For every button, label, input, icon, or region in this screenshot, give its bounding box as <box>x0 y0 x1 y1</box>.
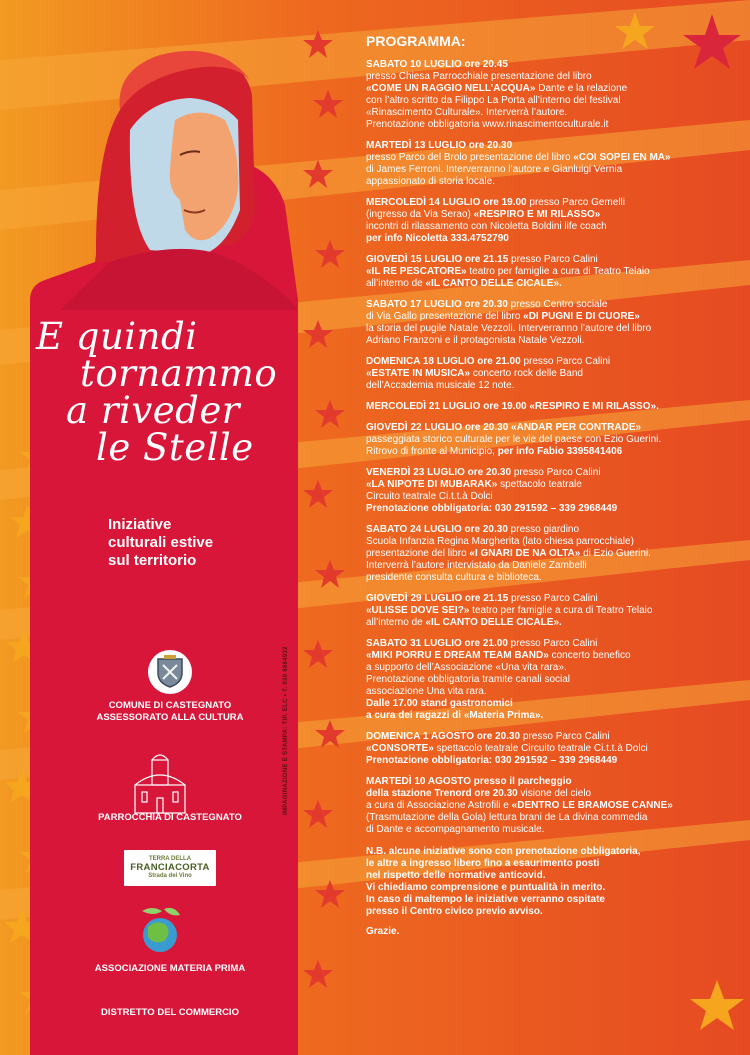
event-text: all’interno de <box>366 617 426 628</box>
event-text: a cura di Associazione Astrofili e <box>366 800 512 811</box>
event-line <box>366 422 736 434</box>
event-text-bold: «IL RE PESCATORE» <box>366 266 467 277</box>
event-item <box>366 254 736 290</box>
event-text: presso Parco Calini <box>520 731 610 742</box>
event-text-bold: «DENTRO LE BRAMOSE CANNE» <box>511 800 673 811</box>
distretto-logo-block <box>60 1007 280 1019</box>
event-line <box>366 380 736 392</box>
distretto-caption: DISTRETTO DEL COMMERCIO <box>101 1007 239 1018</box>
event-text: Circuito teatrale Ci.t.t.à Dolci <box>366 491 493 502</box>
event-line <box>366 266 736 278</box>
title-line: E quindi <box>36 315 198 358</box>
franciacorta-bottom: Strada del Vino <box>148 873 192 879</box>
event-text: la storia del pugile Natale Vezzoli. Interverranno l’autore del libro <box>366 323 652 334</box>
event-line <box>366 503 736 515</box>
event-text: presso Parco Gemelli <box>526 197 625 208</box>
event-text: presso Chiesa Parrocchiale presentazione del libro <box>366 71 592 82</box>
event-line <box>366 524 736 536</box>
event-text-bold: «ULISSE DOVE SEI?» <box>366 605 470 616</box>
event-text: incontri di rilassamento con Nicoletta Boldini life coach <box>366 221 607 232</box>
comune-logo-block <box>60 650 280 724</box>
event-line <box>366 467 736 479</box>
event-text: presso Centro sociale <box>507 299 608 310</box>
franciacorta-logo-block <box>60 850 280 886</box>
event-line <box>366 548 736 560</box>
event-text: Prenotazione obbligatoria tramite canali social <box>366 674 571 685</box>
event-line <box>366 731 736 743</box>
parrocchia-caption: PARROCCHIA DI CASTEGNATO <box>98 812 242 823</box>
event-line <box>366 446 736 458</box>
event-line <box>366 572 736 584</box>
subtitle-line: culturali estive <box>108 534 214 551</box>
comune-seal-icon <box>148 650 192 694</box>
note-line: le altre a ingresso libero fino a esaurimento posti <box>366 858 600 869</box>
franciacorta-main: FRANCIACORTA <box>130 862 210 873</box>
materia-prima-logo-block <box>60 963 280 975</box>
event-line <box>366 335 736 347</box>
event-line <box>366 152 736 164</box>
event-text-bold: «DI PUGNI E DI CUORE» <box>523 311 640 322</box>
event-text: spettacolo teatrale <box>497 479 582 490</box>
event-line <box>366 197 736 209</box>
event-text-bold: «COI SOPEI EN MA» <box>573 152 671 163</box>
event-text: teatro per famiglie a cura di Teatro Telaio <box>466 266 650 277</box>
event-text: di James Ferroni. Interverranno l’autore e Gianluigi Vernia <box>366 164 623 175</box>
event-line <box>366 650 736 662</box>
event-text-bold: GIOVEDÌ 29 LUGLIO ore 21.15 <box>366 593 509 604</box>
event-text: Interverrà l’autore intervistato da Daniele Zambelli <box>366 560 587 571</box>
event-line <box>366 311 736 323</box>
event-line <box>366 479 736 491</box>
programma-section <box>366 33 736 938</box>
event-text-bold: MARTEDÌ 10 AGOSTO presso il parcheggio <box>366 776 572 787</box>
event-line <box>366 299 736 311</box>
event-line <box>366 536 736 548</box>
event-line <box>366 107 736 119</box>
event-text-bold: SABATO 31 LUGLIO ore 21.00 <box>366 638 508 649</box>
poster-subtitle <box>108 516 298 570</box>
event-text: «Rinascimento Culturale». Interverrà l’autore. <box>366 107 568 118</box>
event-text-bold: Prenotazione obbligatoria: 030 291592 – 339 2968449 <box>366 503 618 514</box>
event-text-bold: a cura dei ragazzi di «Materia Prima». <box>366 710 544 721</box>
event-text: presso Parco Calini <box>508 593 598 604</box>
event-line <box>366 491 736 503</box>
event-text: con l’altro scritto da Filippo La Porta all’interno del festival <box>366 95 621 106</box>
event-text-bold: «RESPIRO E MI RILASSO» <box>473 209 601 220</box>
event-item <box>366 731 736 767</box>
event-text: (ingresso da Via Serao) <box>366 209 474 220</box>
note-line: presso il Centro civico previo avviso. <box>366 906 543 917</box>
event-text: appassionato di storia locale. <box>366 176 495 187</box>
event-item <box>366 593 736 629</box>
event-item <box>366 401 736 413</box>
event-text-bold: MERCOLEDÌ 14 LUGLIO ore 19.00 <box>366 197 527 208</box>
event-line <box>366 638 736 650</box>
title-line: a riveder <box>66 389 240 432</box>
event-text-bold: «COME UN RAGGIO NELL’ACQUA» <box>366 83 536 94</box>
event-item <box>366 356 736 392</box>
parrocchia-logo-block <box>60 812 280 824</box>
event-line <box>366 401 736 413</box>
event-line <box>366 674 736 686</box>
event-text: presso Parco Calini <box>511 467 601 478</box>
subtitle-line: Iniziative <box>108 516 172 533</box>
event-item <box>366 638 736 722</box>
event-item <box>366 422 736 458</box>
event-line <box>366 164 736 176</box>
event-text-bold: «ESTATE IN MUSICA» <box>366 368 471 379</box>
subtitle-line: sul territorio <box>108 552 197 569</box>
event-line <box>366 560 736 572</box>
event-text: dell’Accademia musicale 12 note. <box>366 380 515 391</box>
event-text: associazione Una vita rara. <box>366 686 487 697</box>
event-text-bold: Prenotazione obbligatoria: 030 291592 – 339 2968449 <box>366 755 618 766</box>
event-line <box>366 356 736 368</box>
event-line <box>366 140 736 152</box>
event-line <box>366 800 736 812</box>
event-text: concerto benefico <box>548 650 631 661</box>
event-text: spettacolo teatrale Circuito teatrale Ci.t.t.à Dolci <box>433 743 648 754</box>
event-line <box>366 221 736 233</box>
note-line: nel rispetto delle normative anticovid. <box>366 870 546 881</box>
event-text: teatro per famiglie a cura di Teatro Telaio <box>469 605 653 616</box>
event-text-bold: MARTEDÌ 13 LUGLIO ore 20.30 <box>366 140 513 151</box>
event-item <box>366 197 736 245</box>
event-text: Prenotazione obbligatoria www.rinascimentoculturale.it <box>366 119 609 130</box>
event-line <box>366 434 736 446</box>
event-text: Dante e la relazione <box>535 83 628 94</box>
event-text-bold: GIOVEDÌ 15 LUGLIO ore 21.15 <box>366 254 509 265</box>
print-credit: IMPAGINAZIONE E STAMPA: TIP. ELC • T. 030 6864932 <box>283 646 289 815</box>
event-text: presentazione del libro <box>366 548 470 559</box>
event-text-bold: SABATO 24 LUGLIO ore 20.30 <box>366 524 508 535</box>
event-text: Ritrovo di fronte al Municipio, <box>366 446 498 457</box>
event-text: Adriano Franzoni e il protagonista Natale Vezzoli. <box>366 335 585 346</box>
event-line <box>366 710 736 722</box>
event-item <box>366 59 736 131</box>
note-line: N.B. alcune iniziative sono con prenotazione obbligatoria, <box>366 846 641 857</box>
event-text: passeggiata storico culturale per le vie del paese con Ezio Guerini. <box>366 434 662 445</box>
event-line <box>366 686 736 698</box>
comune-caption-line2: ASSESSORATO ALLA CULTURA <box>96 712 244 723</box>
event-text-bold: «LA NIPOTE DI MUBARAK» <box>366 479 498 490</box>
event-text: Scuola Infanzia Regina Margherita (lato chiesa parrocchiale) <box>366 536 634 547</box>
event-item <box>366 524 736 584</box>
event-line <box>366 209 736 221</box>
event-text: presso giardino <box>507 524 580 535</box>
event-text: presidente consulta cultura e biblioteca. <box>366 572 542 583</box>
title-line: le Stelle <box>96 426 254 469</box>
poster-title <box>36 315 306 469</box>
event-text: a supporto dell’Associazione «Una vita rara». <box>366 662 567 673</box>
materia-prima-caption: ASSOCIAZIONE MATERIA PRIMA <box>94 963 246 974</box>
event-text-bold: per info Fabio 3395841406 <box>497 446 623 457</box>
event-line <box>366 323 736 335</box>
event-text: di Via Gallo presentazione del libro <box>366 311 524 322</box>
event-item <box>366 776 736 836</box>
grazie: Grazie. <box>366 926 400 937</box>
comune-caption-line1: COMUNE DI CASTEGNATO <box>108 700 232 711</box>
event-text: di Dante e accompagnamento musicale. <box>366 824 545 835</box>
event-text: presso Parco Calini <box>507 638 598 649</box>
event-item <box>366 299 736 347</box>
event-line <box>366 743 736 755</box>
event-text-bold: GIOVEDÌ 22 LUGLIO ore 20.30 «ANDAR PER CONTRADE» <box>366 422 642 433</box>
event-line <box>366 176 736 188</box>
event-line <box>366 278 736 290</box>
event-line <box>366 662 736 674</box>
event-line <box>366 119 736 131</box>
event-line <box>366 254 736 266</box>
event-line <box>366 368 736 380</box>
event-line <box>366 698 736 710</box>
event-line <box>366 593 736 605</box>
event-text: concerto rock delle Band <box>470 368 583 379</box>
event-line <box>366 83 736 95</box>
event-text-bold: MERCOLEDÌ 21 LUGLIO ore 19.00 «RESPIRO E MI RILASSO». <box>366 401 659 412</box>
event-line <box>366 95 736 107</box>
event-text-bold: DOMENICA 1 AGOSTO ore 20.30 <box>366 731 521 742</box>
event-line <box>366 755 736 767</box>
franciacorta-logo <box>124 850 216 886</box>
event-text-bold: «MIKI PORRU E DREAM TEAM BAND» <box>366 650 549 661</box>
note-block <box>366 846 736 918</box>
event-text: presso Parco del Brolo presentazione del libro <box>366 152 574 163</box>
event-text-bold: della stazione Trenord ore 20.30 <box>366 788 518 799</box>
event-text-bold: «CONSORTE» <box>366 743 434 754</box>
event-line <box>366 617 736 629</box>
title-line: tornammo <box>80 352 278 395</box>
event-line <box>366 605 736 617</box>
event-text: di Ezio Guerini. <box>580 548 651 559</box>
event-text: visione del cielo <box>517 788 592 799</box>
event-text: all’interno de <box>366 278 426 289</box>
event-line <box>366 788 736 800</box>
event-text: presso Parco Calini <box>520 356 611 367</box>
event-line <box>366 812 736 824</box>
event-text: presso Parco Calini <box>508 254 598 265</box>
event-line <box>366 71 736 83</box>
note-line: In caso di maltempo le iniziative verranno ospitate <box>366 894 605 905</box>
event-text-bold: DOMENICA 18 LUGLIO ore 21.00 <box>366 356 521 367</box>
event-line <box>366 824 736 836</box>
event-text-bold: SABATO 10 LUGLIO ore 20.45 <box>366 59 508 70</box>
event-line <box>366 59 736 71</box>
event-text-bold: VENERDÌ 23 LUGLIO ore 20.30 <box>366 467 512 478</box>
event-line <box>366 776 736 788</box>
programma-heading: PROGRAMMA: <box>366 33 466 49</box>
note-line: Vi chiediamo comprensione e puntualità in merito. <box>366 882 606 893</box>
events-list <box>366 59 736 836</box>
event-item <box>366 467 736 515</box>
event-text-bold: «I GNARI DE NA OLTA» <box>469 548 581 559</box>
event-item <box>366 140 736 188</box>
event-text-bold: «IL CANTO DELLE CICALE». <box>425 278 562 289</box>
event-text-bold: «IL CANTO DELLE CICALE». <box>425 617 562 628</box>
franciacorta-top: TERRA DELLA <box>148 856 192 862</box>
event-text-bold: Dalle 17.00 stand gastronomici <box>366 698 513 709</box>
event-text-bold: SABATO 17 LUGLIO ore 20.30 <box>366 299 508 310</box>
event-text: (Trasmutazione della Gola) lettura brani de La divina commedia <box>366 812 648 823</box>
event-text-bold: per info Nicoletta 333.4752790 <box>366 233 509 244</box>
event-line <box>366 233 736 245</box>
